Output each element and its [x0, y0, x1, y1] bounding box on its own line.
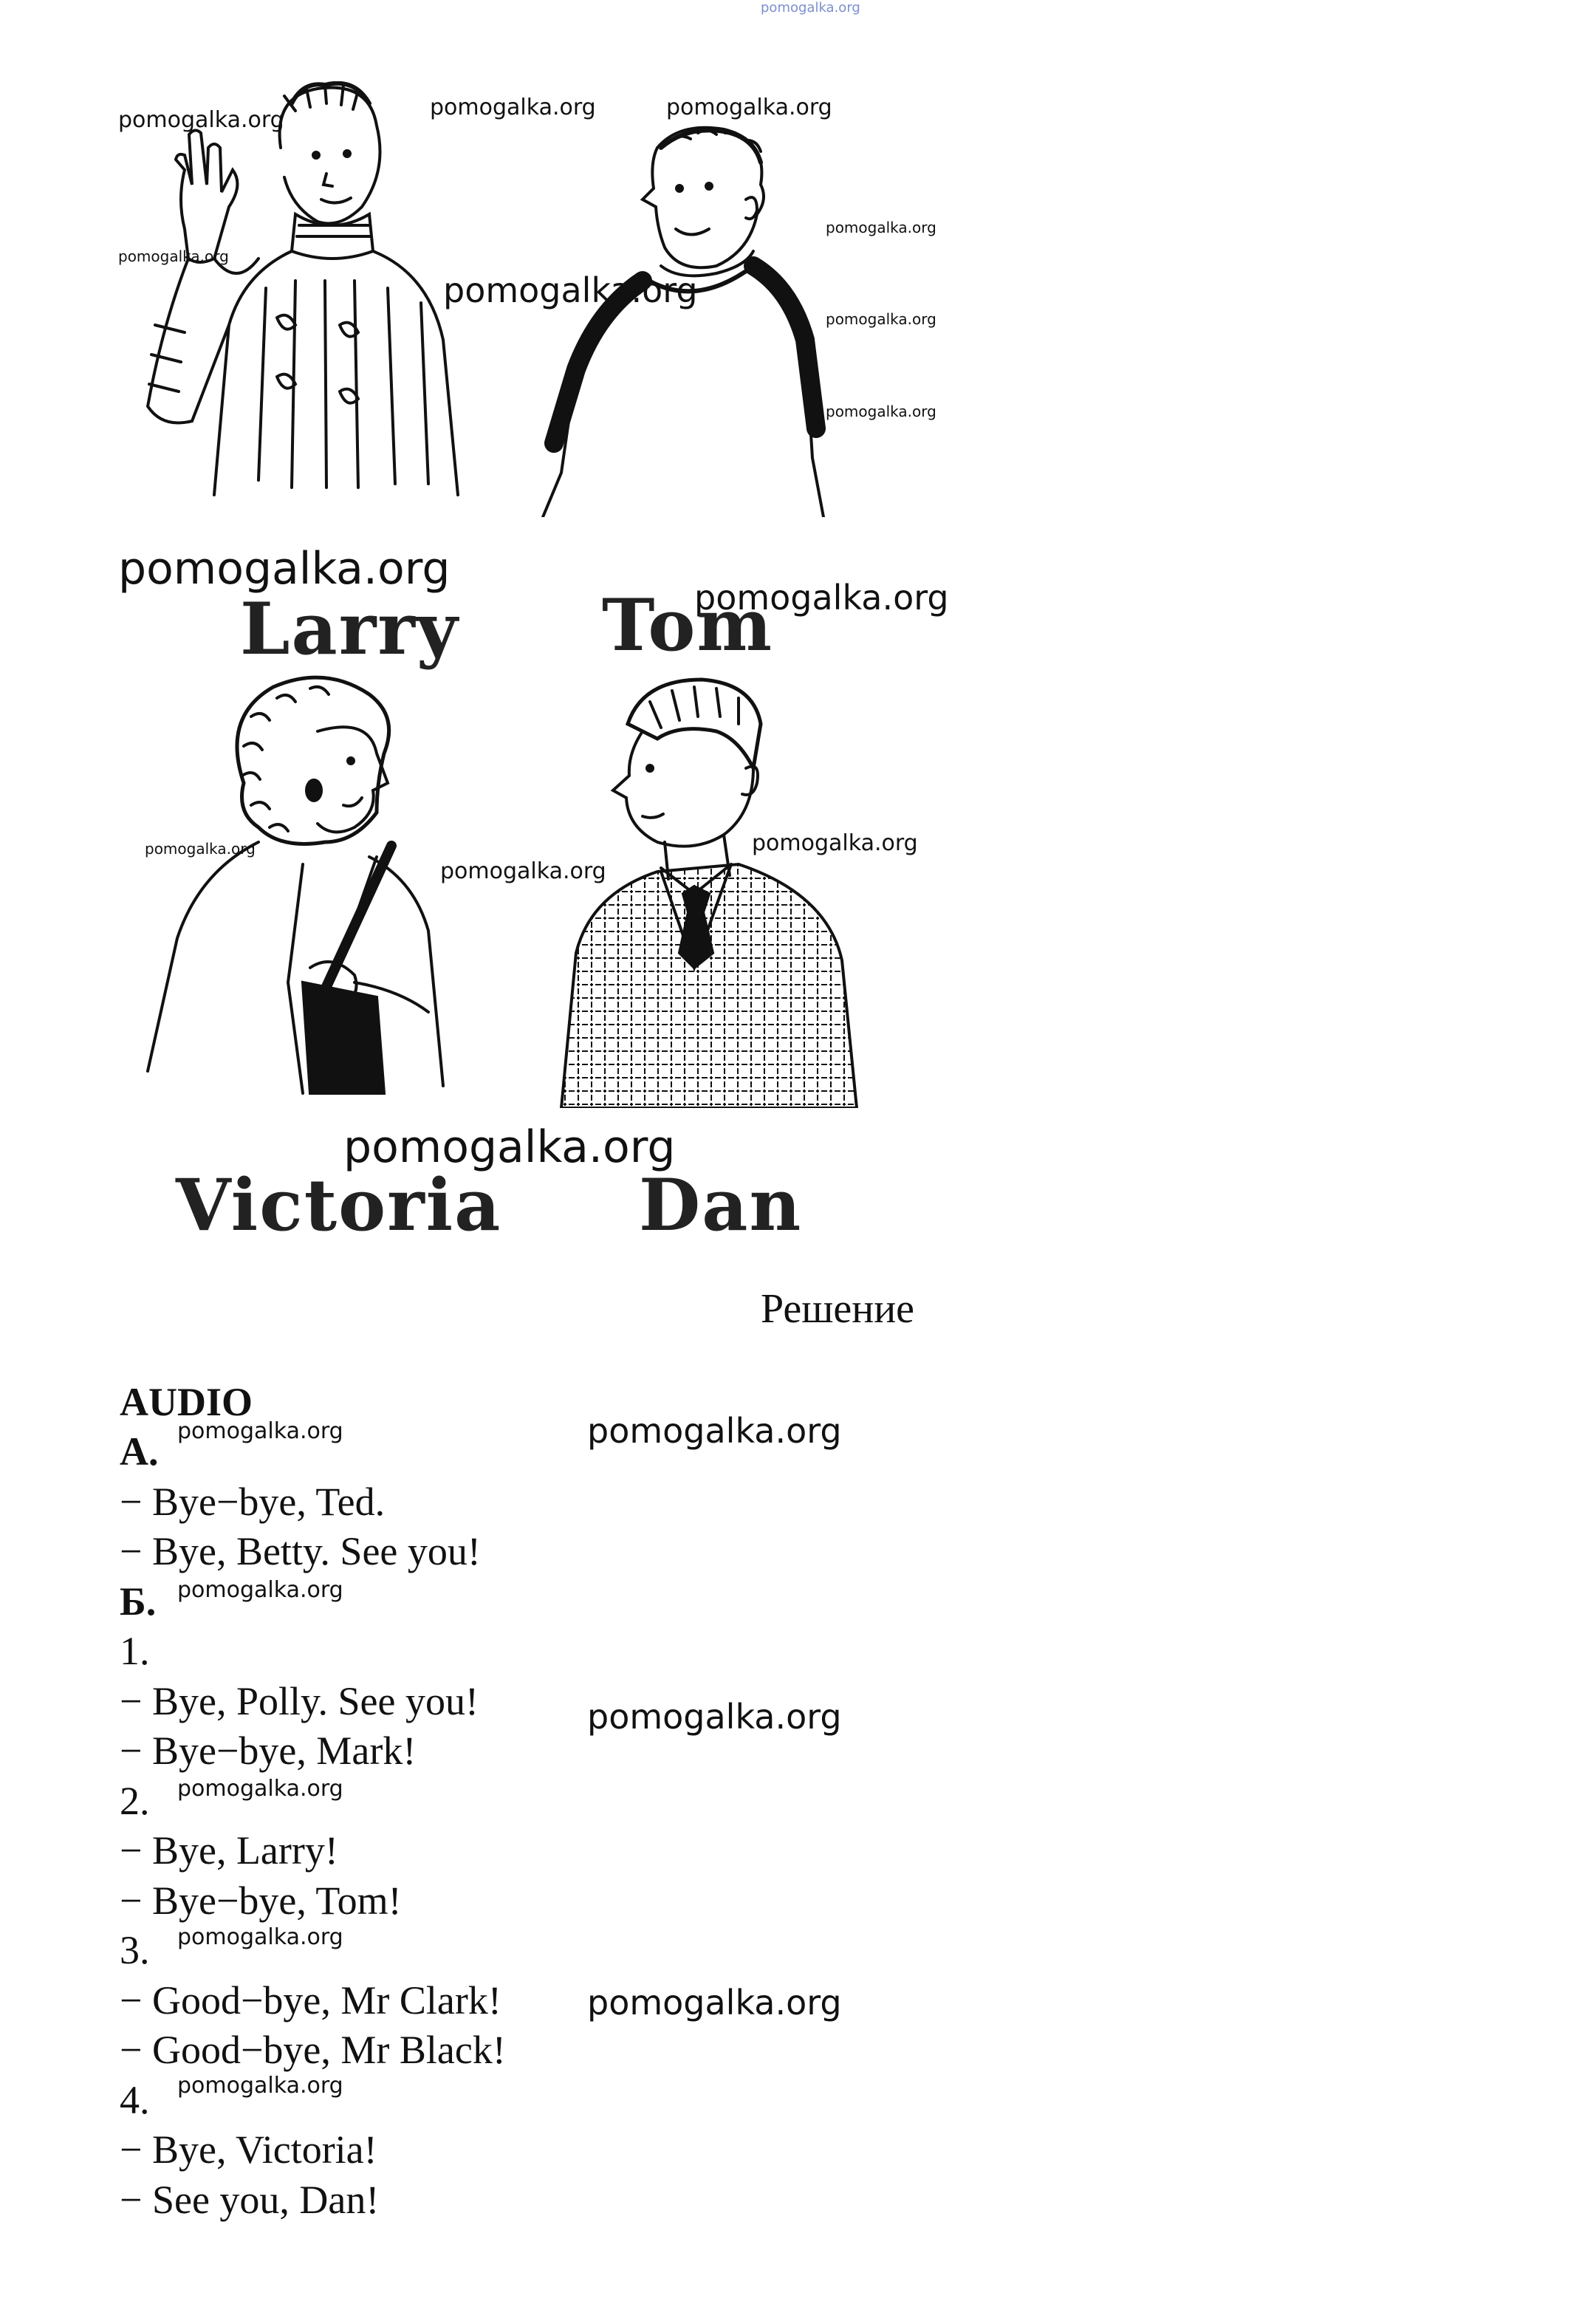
- watermark: pomogalka.org: [343, 1121, 676, 1173]
- dialog-number: 1.: [120, 1629, 150, 1673]
- dialog-line: − Bye, Polly. See you!: [120, 1679, 479, 1723]
- victoria-illustration: [133, 672, 517, 1101]
- watermark: pomogalka.org: [177, 1577, 343, 1603]
- dan-illustration: [532, 672, 879, 1108]
- watermark: pomogalka.org: [826, 310, 936, 328]
- dialog-line: − See you, Dan!: [120, 2178, 380, 2222]
- watermark: pomogalka.org: [177, 2073, 343, 2099]
- dialog-number: 2.: [120, 1779, 150, 1823]
- section-b-label: Б.: [120, 1579, 157, 1624]
- watermark: pomogalka.org: [118, 107, 284, 133]
- watermark: pomogalka.org: [826, 403, 936, 420]
- dialog-line: − Bye, Betty. See you!: [120, 1529, 481, 1573]
- watermark: pomogalka.org: [145, 840, 256, 858]
- watermark: pomogalka.org: [694, 578, 949, 618]
- watermark: pomogalka.org: [587, 1411, 842, 1451]
- watermark: pomogalka.org: [666, 95, 832, 120]
- watermark: pomogalka.org: [118, 247, 229, 265]
- dialog-number: 3.: [120, 1928, 150, 1972]
- watermark: pomogalka.org: [177, 1418, 343, 1444]
- dialog-line: − Bye−bye, Ted.: [120, 1480, 386, 1524]
- watermark-top: pomogalka.org: [761, 0, 860, 16]
- name-victoria: Victoria: [176, 1163, 502, 1247]
- watermark: pomogalka.org: [443, 270, 698, 310]
- watermark: pomogalka.org: [177, 1776, 343, 1802]
- solution-label: Решение: [761, 1286, 915, 1332]
- dialog-line: − Good−bye, Mr Black!: [120, 2028, 506, 2072]
- name-tom: Tom: [602, 584, 774, 667]
- audio-heading: AUDIO: [120, 1380, 253, 1424]
- dialog-number: 4.: [120, 2078, 150, 2122]
- dialog-line: − Bye, Larry!: [120, 1828, 338, 1873]
- dialog-line: − Bye, Victoria!: [120, 2127, 377, 2172]
- watermark: pomogalka.org: [587, 1983, 842, 2023]
- dialog-line: − Bye−bye, Mark!: [120, 1729, 417, 1773]
- name-larry: Larry: [240, 587, 459, 671]
- watermark: pomogalka.org: [177, 1924, 343, 1950]
- watermark: pomogalka.org: [440, 858, 606, 884]
- watermark: pomogalka.org: [826, 219, 936, 236]
- section-a-label: А.: [120, 1429, 159, 1474]
- watermark: pomogalka.org: [118, 543, 451, 595]
- name-dan: Dan: [639, 1163, 803, 1247]
- watermark: pomogalka.org: [430, 95, 596, 120]
- watermark: pomogalka.org: [752, 830, 918, 856]
- dialog-line: − Good−bye, Mr Clark!: [120, 1978, 501, 2023]
- watermark: pomogalka.org: [587, 1697, 842, 1737]
- tom-illustration: [532, 118, 842, 517]
- dialog-line: − Bye−bye, Tom!: [120, 1878, 402, 1923]
